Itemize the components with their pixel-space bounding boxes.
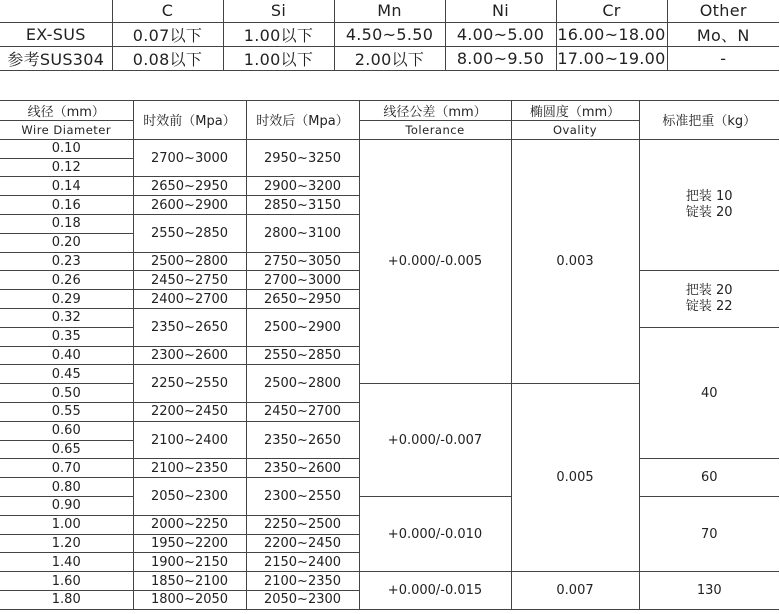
before-aging-cell: 2200~2450 [133, 402, 246, 421]
weight-cell: 40 [639, 327, 779, 459]
ovality-cell: 0.003 [511, 139, 639, 383]
weight-header: 标准把重（kg） [639, 101, 779, 140]
composition-cell: 1.00以下 [223, 22, 334, 46]
ovality-header: 椭圆度（mm） [511, 101, 639, 121]
composition-cell: 8.00~9.50 [445, 46, 556, 70]
after-aging-cell: 2100~2350 [246, 572, 359, 591]
before-aging-cell: 2450~2750 [133, 271, 246, 290]
before-aging-cell: 1850~2100 [133, 572, 246, 591]
diameter-cell: 0.10 [0, 139, 133, 158]
diameter-cell: 0.70 [0, 459, 133, 478]
weight-cell: 60 [639, 459, 779, 497]
after-aging-cell: 2900~3200 [246, 177, 359, 196]
composition-row [0, 46, 779, 70]
diameter-cell: 0.20 [0, 233, 133, 252]
composition-row [0, 22, 779, 46]
diameter-cell: 0.45 [0, 365, 133, 384]
tolerance-header: 线径公差（mm） [359, 101, 511, 121]
composition-cell: 0.07以下 [112, 22, 223, 46]
spec-table [0, 100, 779, 610]
diameter-cell: 0.14 [0, 177, 133, 196]
tolerance-cell: +0.000/-0.015 [359, 572, 511, 610]
after-aging-cell: 2150~2400 [246, 553, 359, 572]
diameter-cell: 0.35 [0, 327, 133, 346]
diameter-cell: 0.18 [0, 214, 133, 233]
after-aging-cell: 2950~3250 [246, 139, 359, 177]
diameter-cell: 1.60 [0, 572, 133, 591]
weight-line: 锭装 22 [685, 299, 733, 315]
composition-header-cell: Ni [445, 0, 556, 22]
diameter-cell: 0.40 [0, 346, 133, 365]
after-aging-cell: 2350~2600 [246, 459, 359, 478]
composition-cell: 4.50~5.50 [334, 22, 445, 46]
before-aging-cell: 2550~2850 [133, 214, 246, 252]
after-aging-cell: 2800~3100 [246, 214, 359, 252]
tolerance-cell: +0.000/-0.007 [359, 384, 511, 497]
before-aging-header: 时效前（Mpa） [133, 101, 246, 140]
diameter-cell: 1.20 [0, 534, 133, 553]
tolerance-cell: +0.000/-0.005 [359, 139, 511, 383]
after-aging-cell: 2350~2650 [246, 421, 359, 459]
composition-header-cell: Mn [334, 0, 445, 22]
diameter-cell: 0.29 [0, 290, 133, 309]
diameter-cell: 0.26 [0, 271, 133, 290]
before-aging-cell: 2300~2600 [133, 346, 246, 365]
diameter-cell: 0.65 [0, 440, 133, 459]
after-aging-cell: 2500~2900 [246, 308, 359, 346]
composition-cell: 1.00以下 [223, 46, 334, 70]
diameter-cell: 0.90 [0, 496, 133, 515]
diameter-cell: 0.55 [0, 402, 133, 421]
diameter-cell: 0.32 [0, 308, 133, 327]
weight-line: 把装 10 [685, 189, 733, 205]
composition-header-cell: C [112, 0, 223, 22]
before-aging-cell: 2400~2700 [133, 290, 246, 309]
before-aging-cell: 2100~2400 [133, 421, 246, 459]
before-aging-cell: 2500~2800 [133, 252, 246, 271]
ovality-header-en: Ovality [511, 121, 639, 140]
composition-cell: 2.00以下 [334, 46, 445, 70]
after-aging-cell: 2700~3000 [246, 271, 359, 290]
weight-cell: 70 [639, 496, 779, 571]
diameter-cell: 0.50 [0, 384, 133, 403]
before-aging-cell: 2050~2300 [133, 478, 246, 516]
composition-cell: EX-SUS [0, 22, 112, 46]
composition-cell: Mo、N [667, 22, 779, 46]
composition-header-cell [0, 0, 112, 22]
composition-cell: 0.08以下 [112, 46, 223, 70]
diameter-cell: 1.80 [0, 590, 133, 609]
tolerance-cell: +0.000/-0.010 [359, 496, 511, 571]
composition-header-cell: Cr [556, 0, 667, 22]
composition-cell: 参考SUS304 [0, 46, 112, 70]
composition-cell: 4.00~5.00 [445, 22, 556, 46]
after-aging-cell: 2550~2850 [246, 346, 359, 365]
before-aging-cell: 1900~2150 [133, 553, 246, 572]
composition-cell: 16.00~18.00 [556, 22, 667, 46]
ovality-cell: 0.005 [511, 384, 639, 572]
after-aging-cell: 2050~2300 [246, 590, 359, 609]
table-row [0, 572, 779, 591]
after-aging-cell: 2250~2500 [246, 515, 359, 534]
before-aging-cell: 2100~2350 [133, 459, 246, 478]
diameter-cell: 0.23 [0, 252, 133, 271]
composition-cell: 17.00~19.00 [556, 46, 667, 70]
tolerance-header-en: Tolerance [359, 121, 511, 140]
composition-table [0, 0, 779, 71]
composition-header-row [0, 0, 779, 22]
table-row [0, 139, 779, 158]
composition-header-cell: Si [223, 0, 334, 22]
after-aging-cell: 2200~2450 [246, 534, 359, 553]
after-aging-cell: 2500~2800 [246, 365, 359, 403]
before-aging-cell: 2650~2950 [133, 177, 246, 196]
table-row [0, 496, 779, 515]
diameter-cell: 0.12 [0, 158, 133, 177]
before-aging-cell: 2700~3000 [133, 139, 246, 177]
composition-cell: - [667, 46, 779, 70]
before-aging-cell: 2350~2650 [133, 308, 246, 346]
composition-header-cell: Other [667, 0, 779, 22]
before-aging-cell: 2600~2900 [133, 196, 246, 215]
ovality-cell: 0.007 [511, 572, 639, 610]
after-aging-cell: 2450~2700 [246, 402, 359, 421]
diameter-cell: 0.80 [0, 478, 133, 497]
weight-cell: 130 [639, 572, 779, 610]
after-aging-cell: 2850~3150 [246, 196, 359, 215]
diameter-cell: 1.40 [0, 553, 133, 572]
before-aging-cell: 1950~2200 [133, 534, 246, 553]
diameter-cell: 1.00 [0, 515, 133, 534]
before-aging-cell: 1800~2050 [133, 590, 246, 609]
after-aging-cell: 2650~2950 [246, 290, 359, 309]
diameter-cell: 0.60 [0, 421, 133, 440]
spec-header-row [0, 101, 779, 121]
diameter-header: 线径（mm） [0, 101, 133, 121]
weight-cell [639, 139, 779, 271]
weight-cell [639, 271, 779, 327]
diameter-header-en: Wire Diameter [0, 121, 133, 140]
diameter-cell: 0.16 [0, 196, 133, 215]
after-aging-header: 时效后（Mpa） [246, 101, 359, 140]
before-aging-cell: 2000~2250 [133, 515, 246, 534]
weight-line: 把装 20 [685, 283, 733, 299]
before-aging-cell: 2250~2550 [133, 365, 246, 403]
after-aging-cell: 2300~2550 [246, 478, 359, 516]
weight-line: 锭装 20 [685, 205, 733, 221]
after-aging-cell: 2750~3050 [246, 252, 359, 271]
